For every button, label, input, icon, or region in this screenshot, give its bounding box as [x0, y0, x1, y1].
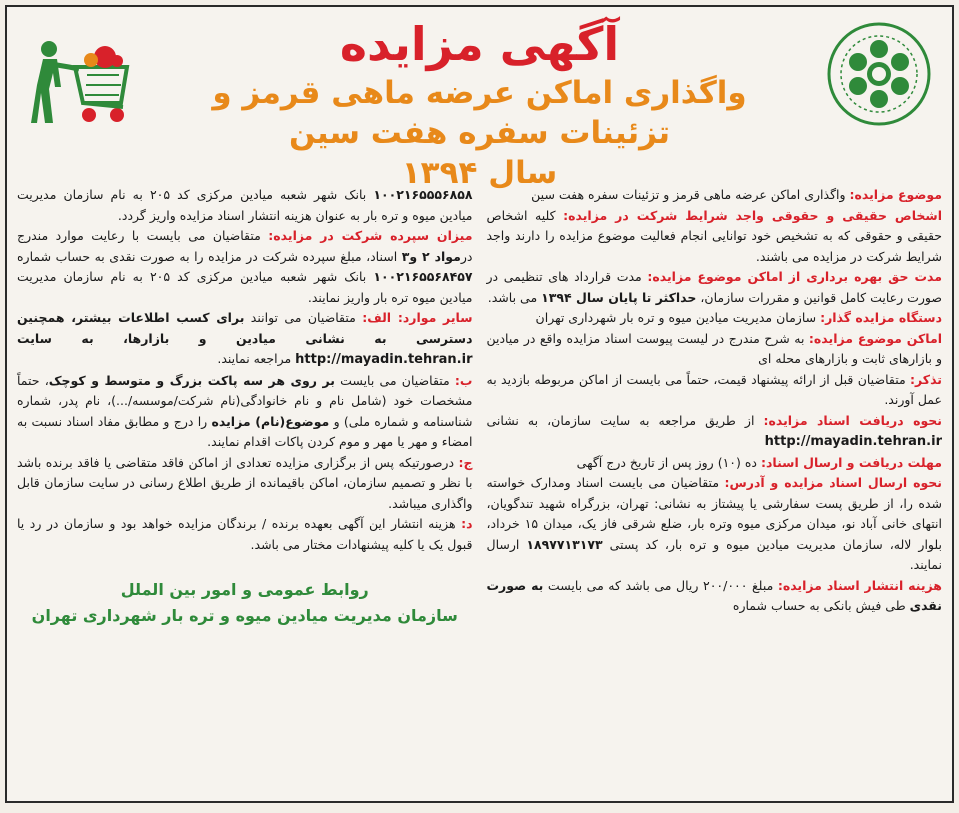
- notice-reminder: تذکر: متقاضیان قبل از ارائه پیشنهاد قیمت، حتماً می بایست از اماکن مربوطه بازدید به عمل آورند.: [486, 371, 942, 407]
- website-link[interactable]: http://mayadin.tehran.ir: [295, 352, 473, 367]
- left-column: [17, 185, 473, 793]
- website-link[interactable]: http://mayadin.tehran.ir: [764, 434, 942, 449]
- auction-organizer: دستگاه مزایده گذار: سازمان مدیریت میادین میوه و تره بار شهرداری تهران: [535, 310, 942, 325]
- documents-receipt: نحوه دریافت اسناد مزایده: از طریق مراجعه به سایت سازمان، به نشانی http://mayadin.tehran.ir: [486, 412, 942, 449]
- signature-block: [17, 577, 473, 629]
- advertisement-page: [5, 5, 954, 803]
- signature-department: روابط عمومی و امور بین الملل: [120, 580, 369, 599]
- documents-fee: هزینه انتشار اسناد مزایده: مبلغ ۲۰۰/۰۰۰ ریال می باشد که می بایست به صورت نقدی طی فیش بانکی به حساب شماره: [486, 577, 942, 613]
- body-columns: [17, 185, 942, 793]
- auction-subject: موضوع مزایده: واگذاری اماکن عرضه ماهی قرمز و تزئینات سفره هفت سین: [531, 187, 942, 202]
- fee-account: ۱۰۰۲۱۶۵۵۵۶۸۵۸ بانک شهر شعبه میادین مرکزی کد ۲۰۵ به نام سازمان مدیریت میادین میوه و تره بار به عنوان هزینه انتشار اسناد مزایده واریز گردد.: [17, 187, 473, 223]
- subtitle-line-1: واگذاری اماکن عرضه ماهی قرمز و تزئینات سفره هفت سین: [212, 75, 747, 151]
- auction-locations: اماکن موضوع مزایده: به شرح مندرج در لیست پیوست اسناد مزایده واقع در میادین و بازارهای ثابت و بازارهای محله ای: [486, 330, 942, 366]
- deposit-amount: میزان سپرده شرکت در مزایده: متقاضیان می بایست با رعایت موارد مندرج درمواد ۲ و۳ اسناد، مبلغ سپرده شرکت در مزایده را به صورت نقدی به حساب شماره ۱۰۰۲۱۶۵۵۶۸۴۵۷ بانک شهر شعبه میادین مرکزی کد ۲۰۵ به نام سازمان مدیریت میادین میوه تره بار واریز نمایند.: [17, 228, 473, 305]
- advertisement-header: [157, 15, 802, 193]
- other-items-be: ب: متقاضیان می بایست بر روی هر سه پاکت بزرگ و متوسط و کوچک، حتماً مشخصات خود (شامل نام و نام خانوادگی(نام شرکت/موسسه/...)، نام پدر، شماره شناسنامه و شماره ملی) و موضوع(نام) مزایده را درج و مطابق مفاد اسناد نسبت به امضاء و مهر یا مهر و موم کردن پاکات اقدام نمایند.: [17, 372, 473, 449]
- shopping-cart-icon: [31, 37, 131, 127]
- other-items-jim: ج: درصورتیکه پس از برگزاری مزایده تعدادی از اماکن فاقد متقاضی یا فاقد برنده باشد با نظر و تصمیم سازمان، اماکن باقیمانده از طریق اطلاع رسانی در سایت سازمان قابل واگذاری میباشد.: [17, 454, 473, 511]
- main-title: آگهی مزایده: [339, 17, 620, 71]
- subtitle-line-2: سال ۱۳۹۴: [401, 155, 558, 191]
- other-items-dal: د: هزینه انتشار این آگهی بعهده برنده / برندگان مزایده خواهد بود و سازمان در رد یا قبول یک یا کلیه پیشنهادات مختار می باشد.: [17, 516, 473, 552]
- signature-organization: سازمان مدیریت میادین میوه و تره بار شهرداری تهران: [31, 606, 458, 625]
- documents-sending-address: نحوه ارسال اسناد مزایده و آدرس: متقاضیان می بایست اسناد ومدارک خواسته شده را، از طریق پست سفارشی یا پیشتاز به نشانی: تهران، بزرگراه شهید تندگویان، انتهای خانی آباد نو، میدان مرکزی میوه وتره بار، ضلع شرقی فاز یک، میدان ۱۵ خرداد، بلوار لاله، سازمان مدیریت میادین میوه و تره بار، کد پستی ۱۸۹۷۷۱۳۱۷۳ ارسال نمایند.: [486, 475, 942, 572]
- organization-logo-icon: [824, 19, 934, 129]
- other-items-alef: سایر موارد: الف: متقاضیان می توانند برای کسب اطلاعات بیشتر، همچنین دسترسی به نشانی میادین و بازارها، به سایت http://mayadin.tehran.ir مراجعه نمایند.: [17, 310, 473, 367]
- documents-deadline: مهلت دریافت و ارسال اسناد: ده (۱۰) روز پس از تاریخ درج آگهی: [576, 454, 942, 470]
- right-column: [487, 185, 943, 793]
- eligible-participants: اشخاص حقیقی و حقوقی واجد شرایط شرکت در مزایده: کلیه اشخاص حقیقی و حقوقی که به تشخیص خود توانایی انجام فعالیت موضوع مزایده را دارند واجد شرایط شرکت در مزایده می باشند.: [486, 207, 942, 264]
- usage-duration: مدت حق بهره برداری از اماکن موضوع مزایده: مدت قرارداد های تنظیمی در صورت رعایت کامل قوانین و مقررات سازمان، حداکثر تا پایان سال ۱۳۹۴ می باشد.: [486, 269, 942, 305]
